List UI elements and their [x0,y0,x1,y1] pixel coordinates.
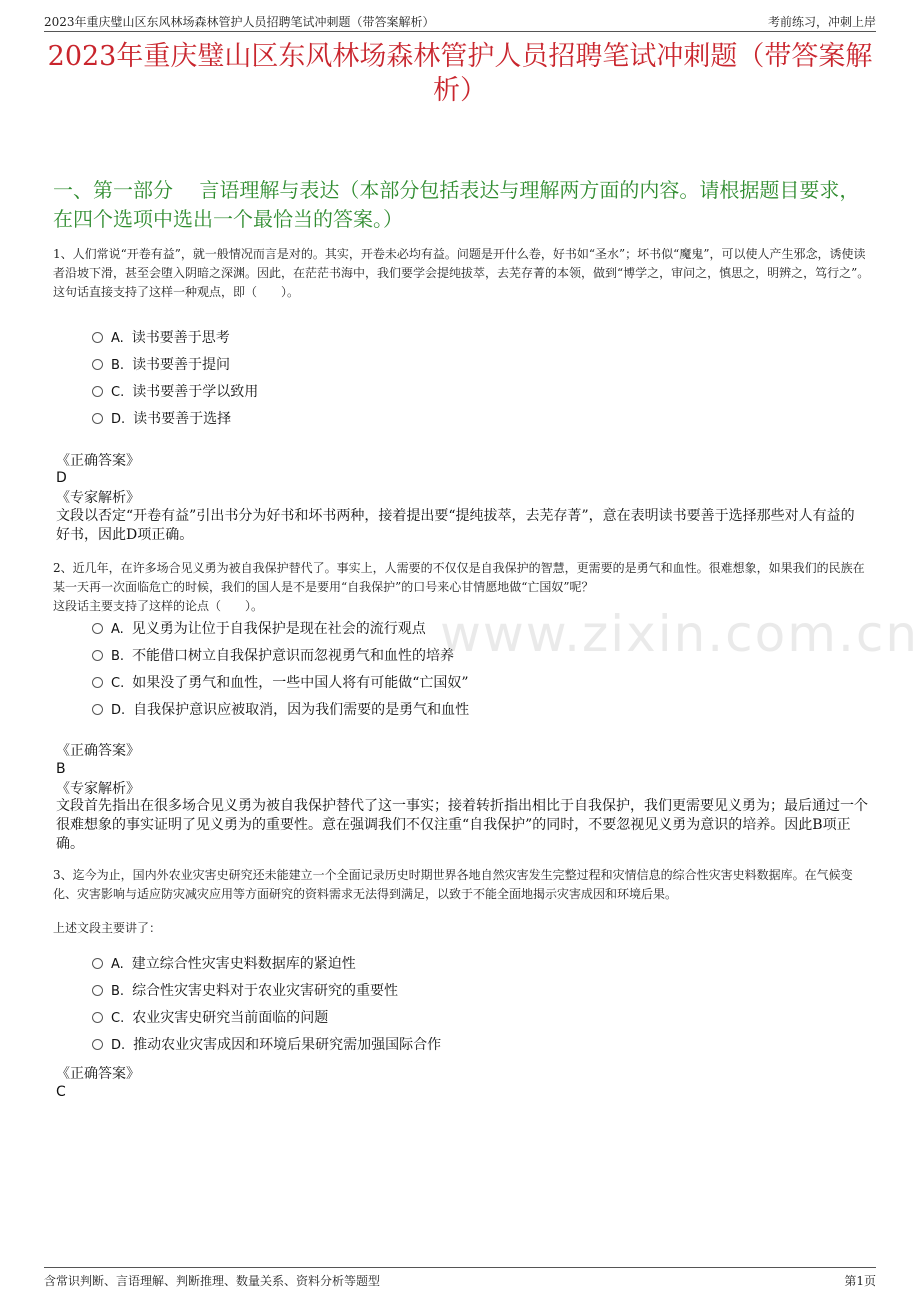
option-key: B. [111,358,125,373]
question-2-answer-label: 《正确答案》 [56,743,140,759]
option-key: D. [111,412,126,427]
radio-icon[interactable] [92,623,103,634]
page-number: 第1页 [844,1274,876,1288]
footer-description: 含常识判断、言语理解、判断推理、数量关系、资料分析等题型 [44,1274,381,1288]
header-slogan: 考前练习，冲刺上岸 [767,15,876,29]
question-3-prompt: 上述文段主要讲了： [53,921,162,935]
radio-icon[interactable] [92,413,103,424]
option-text: 读书要善于选择 [133,411,232,427]
option-key: A. [111,957,124,972]
question-1-option-b[interactable] [92,355,230,376]
radio-icon[interactable] [92,386,103,397]
question-2-analysis-label: 《专家解析》 [56,781,140,797]
option-text: 读书要善于学以致用 [132,384,259,400]
question-2-option-a[interactable] [92,619,426,640]
section-heading: 一、第一部分 言语理解与表达（本部分包括表达与理解两方面的内容。请根据题目要求，在四个选项中选出一个最恰当的答案。） [53,178,860,231]
question-1-prompt: 这句话直接支持了这样一种观点，即（ ）。 [53,285,300,299]
option-text: 见义勇为让位于自我保护是现在社会的流行观点 [131,621,426,637]
page-header [0,0,920,32]
radio-icon[interactable] [92,677,103,688]
option-text: 建立综合性灾害史料数据库的紧迫性 [131,956,356,972]
question-3-option-a[interactable] [92,954,356,975]
question-3-text [53,866,873,904]
question-2-text [53,559,873,616]
question-2-option-d[interactable] [92,700,469,721]
option-key: D. [111,1038,126,1053]
option-text: 不能借口树立自我保护意识而忽视勇气和血性的培养 [132,648,455,664]
option-text: 如果没了勇气和血性，一些中国人将有可能做“亡国奴” [132,675,469,691]
footer-divider [44,1267,876,1268]
option-text: 读书要善于提问 [132,357,231,373]
option-key: A. [111,622,124,637]
option-key: A. [111,331,124,346]
question-1-body: 1、人们常说“开卷有益”，就一般情况而言是对的。其实，开卷未必均有益。问题是开什么卷，好书如“圣水”；坏书似“魔鬼”，可以使人产生邪念，诱使读者沿坡下滑，甚至会堕入阴暗之深渊。因此，在茫茫书海中，我们要学会提纯拔萃，去芜存菁的本领，做到“博学之，审问之，慎思之，明辨之，笃行之”。 [53,247,870,280]
question-1-analysis: 文段以否定“开卷有益”引出书分为好书和坏书两种，接着提出要“提纯拔萃，去芜存菁”，意在表明读书要善于选择那些对人有益的好书，因此D项正确。 [56,508,855,543]
page-title: 2023年重庆璧山区东风林场森林管护人员招聘笔试冲刺题（带答案解析） [47,41,873,106]
option-key: B. [111,984,125,999]
question-1-option-d[interactable] [92,409,231,430]
question-3-answer: C [56,1084,66,1100]
question-2-analysis: 文段首先指出在很多场合见义勇为被自我保护替代了这一事实；接着转折指出相比于自我保护，我们更需要见义勇为；最后通过一个很难想象的事实证明了见义勇为的重要性。意在强调我们不仅注重“自我保护”的同时，不要忽视见义勇为意识的培养。因此B项正确。 [56,798,868,852]
question-2-answer: B [56,761,66,777]
question-2-prompt: 这段话主要支持了这样的论点（ ）。 [53,599,264,613]
option-text: 自我保护意识应被取消，因为我们需要的是勇气和血性 [133,702,470,718]
question-3-option-d[interactable] [92,1035,441,1056]
option-key: D. [111,703,126,718]
question-3-body: 3、迄今为止，国内外农业灾害史研究还未能建立一个全面记录历史时期世界各地自然灾害发生完整过程和灾情信息的综合性灾害史料数据库。在气候变化、灾害影响与适应防灾减灾应用等方面研究的资料需求无法得到满足，以致于不能全面地揭示灾害成因和环境后果。 [53,868,853,901]
option-key: C. [111,676,125,691]
watermark: www.zixin.com.cn [440,605,920,663]
question-3-option-c[interactable] [92,1008,328,1029]
radio-icon[interactable] [92,985,103,996]
radio-icon[interactable] [92,1039,103,1050]
radio-icon[interactable] [92,958,103,969]
option-text: 农业灾害史研究当前面临的问题 [132,1010,329,1026]
question-1-option-c[interactable] [92,382,258,403]
question-3-answer-label: 《正确答案》 [56,1066,140,1082]
radio-icon[interactable] [92,650,103,661]
radio-icon[interactable] [92,1012,103,1023]
question-1-option-a[interactable] [92,328,230,349]
question-2-option-b[interactable] [92,646,454,667]
question-2-option-c[interactable] [92,673,469,694]
question-2-body: 2、近几年，在许多场合见义勇为被自我保护替代了。事实上，人需要的不仅仅是自我保护的智慧，更需要的是勇气和血性。很难想象，如果我们的民族在某一天再一次面临危亡的时候，我们的国人是不是要用“自我保护”的口号来心甘情愿地做“亡国奴”呢？ [53,561,865,594]
question-1-analysis-label: 《专家解析》 [56,490,140,506]
radio-icon[interactable] [92,332,103,343]
option-text: 推动农业灾害成因和环境后果研究需加强国际合作 [133,1037,442,1053]
radio-icon[interactable] [92,359,103,370]
radio-icon[interactable] [92,704,103,715]
question-1-text [53,245,873,302]
question-1-answer: D [56,470,67,486]
option-key: C. [111,1011,125,1026]
option-key: C. [111,385,125,400]
header-doc-title: 2023年重庆璧山区东风林场森林管护人员招聘笔试冲刺题（带答案解析） [44,15,435,29]
question-1-answer-label: 《正确答案》 [56,453,140,469]
question-3-option-b[interactable] [92,981,398,1002]
option-text: 综合性灾害史料对于农业灾害研究的重要性 [132,983,399,999]
option-text: 读书要善于思考 [131,330,230,346]
header-divider [44,31,876,32]
option-key: B. [111,649,125,664]
